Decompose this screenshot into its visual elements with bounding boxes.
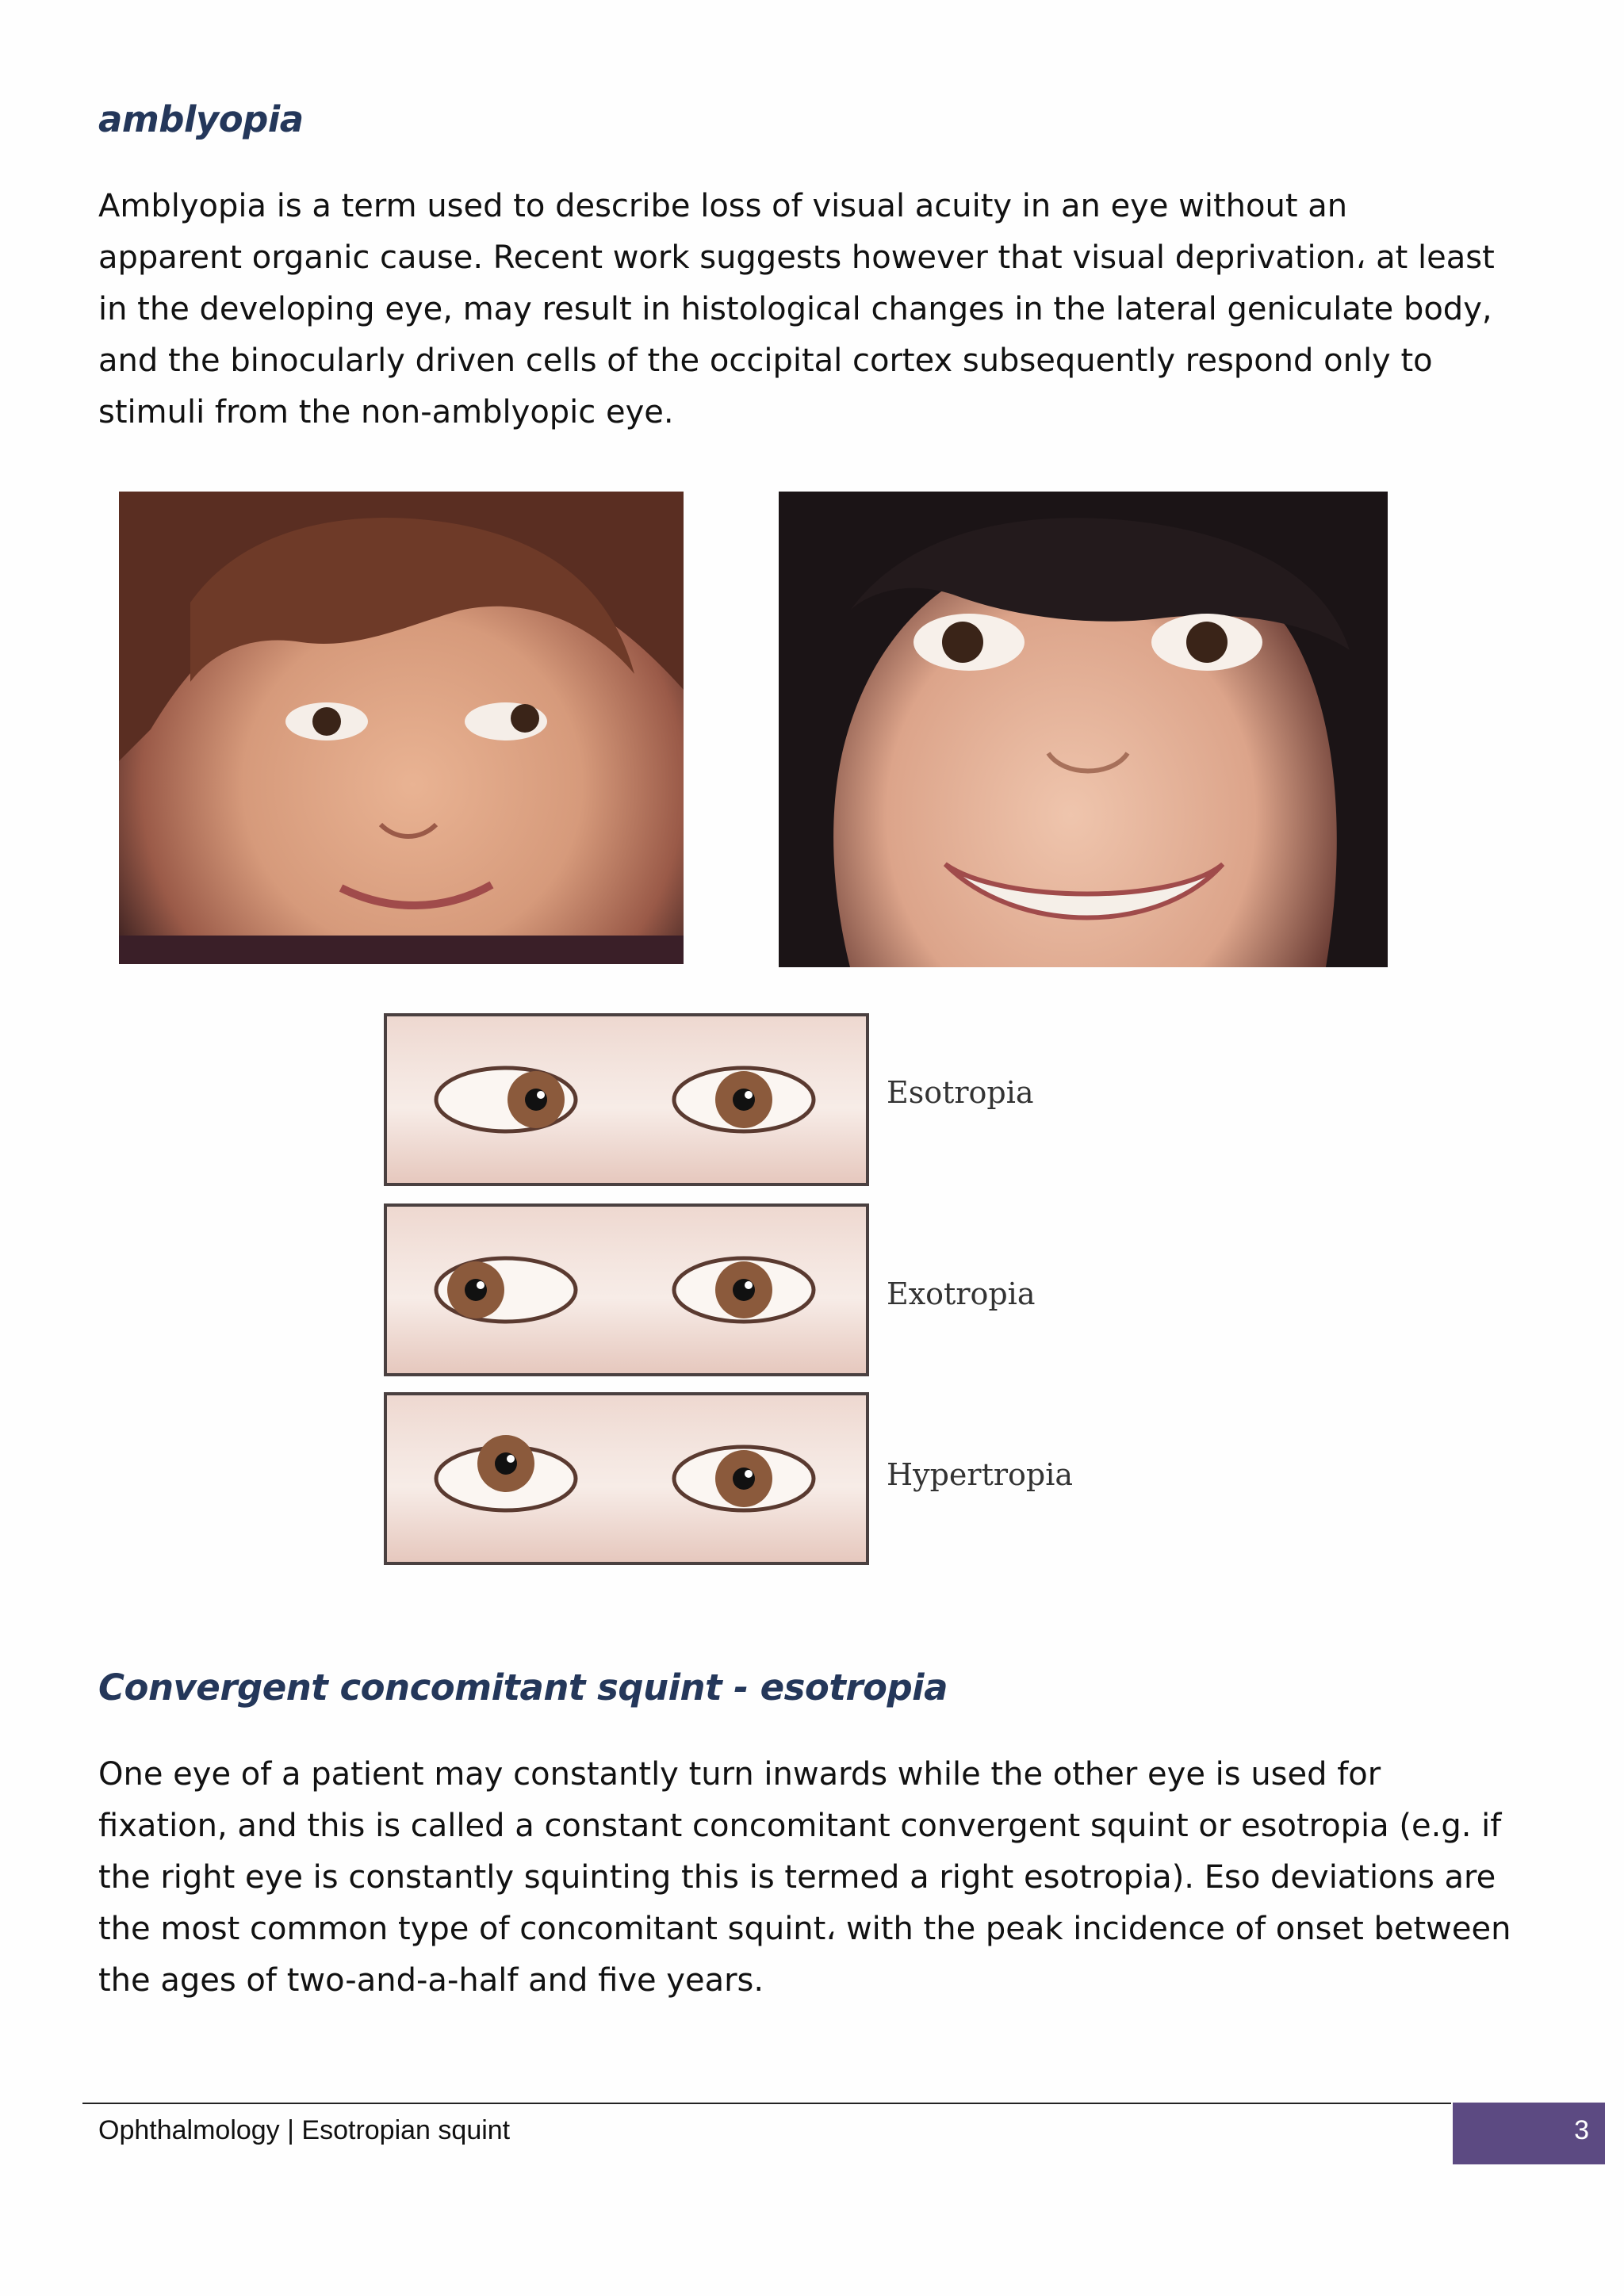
paragraph-line: fixation, and this is called a constant concomitant convergent squint or esotropia (e.g. if bbox=[98, 1808, 1502, 1844]
paragraph-line: Amblyopia is a term used to describe loss of visual acuity in an eye without an bbox=[98, 188, 1348, 224]
esotropia-paragraph bbox=[98, 1749, 1549, 2007]
paragraph-line: stimuli from the non-amblyopic eye. bbox=[98, 394, 674, 430]
hypertropia-illustration bbox=[384, 1392, 869, 1565]
paragraph-line: the ages of two-and-a-half and five years. bbox=[98, 1962, 764, 1999]
paragraph-line: One eye of a patient may constantly turn inwards while the other eye is used for bbox=[98, 1756, 1381, 1793]
label-esotropia: Esotropia bbox=[887, 1075, 1034, 1110]
label-hypertropia: Hypertropia bbox=[887, 1457, 1074, 1492]
paragraph-line: the most common type of concomitant squint، with the peak incidence of onset between bbox=[98, 1911, 1511, 1947]
exotropia-illustration bbox=[384, 1203, 869, 1376]
photo-boy-squint bbox=[119, 492, 684, 964]
amblyopia-paragraph bbox=[98, 181, 1549, 438]
paragraph-line: apparent organic cause. Recent work suggests however that visual deprivation، at least bbox=[98, 239, 1495, 276]
section-heading-esotropia: Convergent concomitant squint - esotropia bbox=[98, 1667, 948, 1709]
esotropia-illustration bbox=[384, 1013, 869, 1186]
photo-girl-squint bbox=[779, 492, 1388, 967]
footer-title: Ophthalmology | Esotropian squint bbox=[98, 2115, 511, 2145]
footer-divider bbox=[82, 2103, 1451, 2104]
label-exotropia: Exotropia bbox=[887, 1276, 1036, 1311]
page-number-box bbox=[1453, 2103, 1605, 2164]
paragraph-line: the right eye is constantly squinting this is termed a right esotropia). Eso deviations are bbox=[98, 1859, 1496, 1896]
section-heading-amblyopia: amblyopia bbox=[98, 98, 304, 140]
paragraph-line: and the binocularly driven cells of the occipital cortex subsequently respond only to bbox=[98, 342, 1433, 379]
paragraph-line: in the developing eye, may result in histological changes in the lateral geniculate body, bbox=[98, 291, 1492, 327]
page-number: 3 bbox=[1574, 2115, 1589, 2145]
